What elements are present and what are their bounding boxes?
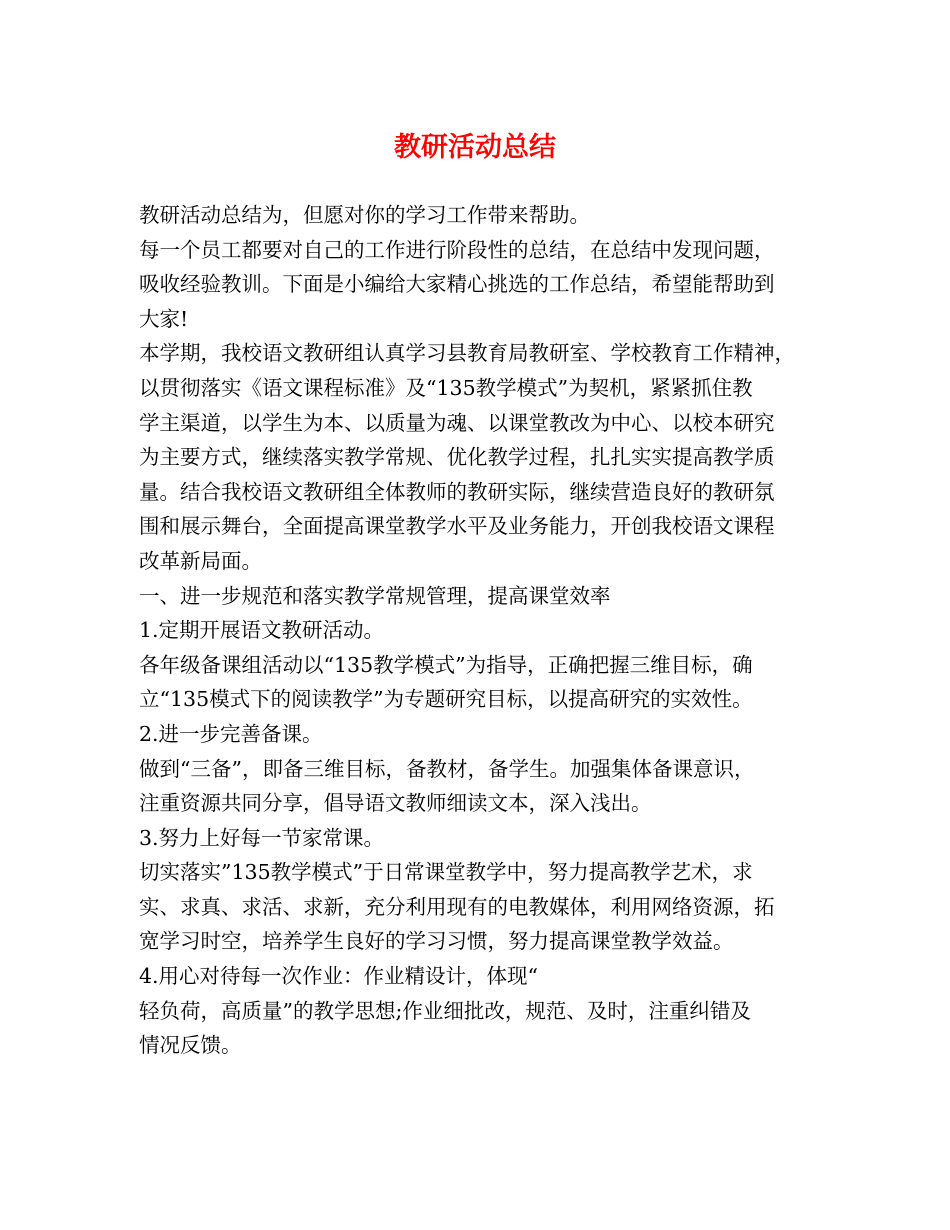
section-heading: 一、进一步规范和落实教学常规管理，提高课堂效率 [139,583,611,608]
text-line: 大家! [139,306,189,331]
text-line: 改革新局面。 [139,548,262,573]
text-line: 本学期，我校语文教研组认真学习县教育局教研室、学校教育工作精神， [139,341,795,366]
text-line: 情况反馈。 [139,1033,242,1058]
text-line: 教研活动总结为，但愿对你的学习工作带来帮助。 [139,203,590,227]
text-line: 以贯彻落实《语文课程标准》及“135教学模式”为契机，紧紧抓住教 [139,375,753,400]
text-line: 实、求真、求活、求新，充分利用现有的电教媒体，利用网络资源，拓 [139,894,775,919]
text-line: 立“135模式下的阅读教学”为专题研究目标，以提高研究的实效性。 [139,687,753,712]
subsection-heading: 2.进一步完善备课。 [139,721,323,746]
text-line: 吸收经验教训。下面是小编给大家精心挑选的工作总结，希望能帮助到 [139,272,775,297]
text-line: 围和展示舞台，全面提高课堂教学水平及业务能力，开创我校语文课程 [139,514,775,539]
subsection-heading: 1.定期开展语文教研活动。 [139,618,385,643]
text-line: 切实落实”135教学模式”于日常课堂教学中，努力提高教学艺术，求 [139,860,753,885]
text-line: 注重资源共同分享，倡导语文教师细读文本，深入浅出。 [139,791,652,816]
text-line: 为主要方式，继续落实教学常规、优化教学过程，扎扎实实提高教学质 [139,445,775,470]
document-body [139,198,819,1063]
text-line: 轻负荷，高质量”的教学思想;作业细批改，规范、及时，注重纠错及 [139,998,751,1023]
subsection-heading: 4.用心对待每一次作业：作业精设计，体现“ [139,964,539,989]
text-line: 宽学习时空，培养学生良好的学习习惯，努力提高课堂教学效益。 [139,929,734,954]
page-title: 教研活动总结 [394,132,556,163]
text-line: 做到“三备”，即备三维目标，备教材，备学生。加强集体备课意识， [139,756,755,781]
subsection-heading: 3.努力上好每一节家常课。 [139,825,385,850]
text-line: 量。结合我校语文教研组全体教师的教研实际，继续营造良好的教研氛 [139,479,775,504]
text-line: 各年级备课组活动以“135教学模式”为指导，正确把握三维目标，确 [139,652,753,677]
text-line: 每一个员工都要对自己的工作进行阶段性的总结，在总结中发现问题， [139,237,775,262]
text-line: 学主渠道，以学生为本、以质量为魂、以课堂教改为中心、以校本研究 [139,410,775,435]
